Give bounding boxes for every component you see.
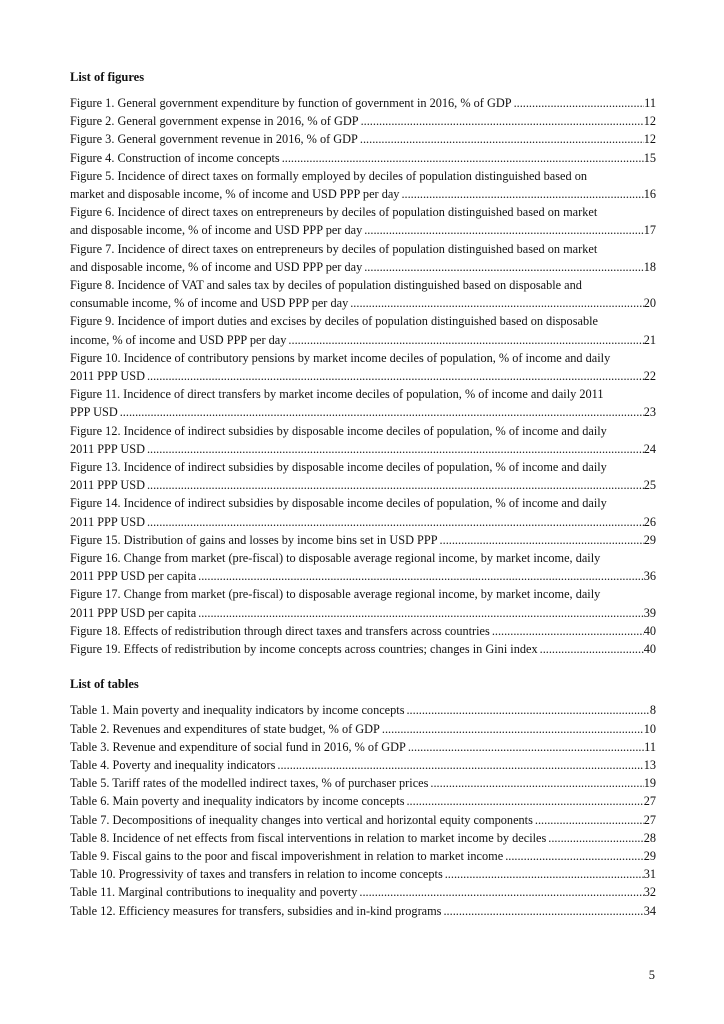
toc-entry-title: 2011 PPP USD per capita (70, 605, 197, 620)
toc-entry[interactable] (70, 349, 656, 385)
toc-entry-title: Table 9. Fiscal gains to the poor and fiscal impoverishment in relation to market income (70, 848, 504, 863)
toc-entry-line (70, 865, 656, 883)
toc-entry[interactable] (70, 494, 656, 530)
toc-entry-page: 12 (643, 114, 656, 129)
toc-entry-first-line: Figure 5. Incidence of direct taxes on formally employed by deciles of population distinguished based on (70, 168, 588, 183)
toc-entry-page: 26 (643, 514, 656, 529)
toc-entry-line (70, 811, 656, 829)
toc-entry-page: 15 (643, 150, 656, 165)
toc-entry[interactable] (70, 701, 656, 719)
toc-entry-title: Table 1. Main poverty and inequality indicators by income concepts (70, 703, 405, 718)
dot-leader (280, 149, 644, 167)
toc-entry-page: 31 (643, 867, 656, 882)
toc-entry-page: 25 (643, 478, 656, 493)
toc-entry-page: 12 (643, 132, 656, 147)
toc-entry-line (70, 185, 656, 203)
toc-entry-title: 2011 PPP USD (70, 441, 145, 456)
toc-entry-page: 18 (643, 259, 656, 274)
toc-entry-line (70, 367, 656, 385)
toc-entry-page: 23 (643, 405, 656, 420)
toc-entry[interactable] (70, 549, 656, 585)
toc-entry-page: 24 (643, 441, 656, 456)
toc-entry-page: 29 (643, 848, 656, 863)
dot-leader (404, 792, 643, 810)
toc-entry-page: 32 (643, 885, 656, 900)
toc-entry-title: Table 4. Poverty and inequality indicators (70, 757, 276, 772)
toc-entry-line (70, 792, 656, 810)
toc-entry-title: Table 2. Revenues and expenditures of state budget, % of GDP (70, 721, 380, 736)
toc-entry-page: 21 (643, 332, 656, 347)
toc-entry-title: consumable income, % of income and USD PPP per day (70, 296, 349, 311)
dot-leader (275, 756, 643, 774)
toc-entry[interactable] (70, 847, 656, 865)
toc-entry[interactable] (70, 792, 656, 810)
toc-entry-title: and disposable income, % of income and USD PPP per day (70, 259, 363, 274)
dot-leader (380, 720, 644, 738)
list-of-figures-heading: List of figures (70, 70, 145, 84)
toc-entry-title: Table 10. Progressivity of taxes and transfers in relation to income concepts (70, 867, 443, 882)
toc-entry-line (70, 738, 656, 756)
dot-leader (404, 701, 649, 719)
toc-entry[interactable] (70, 130, 656, 148)
toc-entry-first-line: Figure 16. Change from market (pre-fiscal) to disposable average regional income, by market income, daily (70, 551, 601, 566)
dot-leader (546, 829, 643, 847)
toc-entry-line (70, 130, 656, 148)
toc-entry-page: 27 (643, 794, 656, 809)
toc-entry-line (70, 622, 656, 640)
toc-entry-page: 19 (643, 776, 656, 791)
toc-entry-line (70, 403, 656, 421)
toc-entry-first-line: Figure 11. Incidence of direct transfers by market income deciles of population, % of income and daily 2011 (70, 387, 604, 402)
toc-entry[interactable] (70, 422, 656, 458)
toc-entry-title: market and disposable income, % of income and USD PPP per day (70, 187, 400, 202)
dot-leader (145, 513, 644, 531)
toc-entry-first-line: Figure 14. Incidence of indirect subsidies by disposable income deciles of population, % of income and daily (70, 496, 607, 511)
dot-leader (441, 902, 643, 920)
toc-entry-first-line: Figure 8. Incidence of VAT and sales tax by deciles of population distinguished based on disposable and (70, 278, 582, 293)
figures-list (70, 94, 656, 658)
toc-entry[interactable] (70, 811, 656, 829)
toc-entry-title: Table 12. Efficiency measures for transfers, subsidies and in-kind programs (70, 903, 442, 918)
toc-entry-page: 8 (649, 703, 656, 718)
toc-entry-title: Figure 15. Distribution of gains and losses by income bins set in USD PPP (70, 532, 438, 547)
toc-entry[interactable] (70, 312, 656, 348)
toc-entry-line (70, 567, 656, 585)
toc-entry[interactable] (70, 531, 656, 549)
toc-entry-title: and disposable income, % of income and USD PPP per day (70, 223, 363, 238)
toc-entry[interactable] (70, 458, 656, 494)
toc-entry-page: 27 (643, 812, 656, 827)
toc-entry-line (70, 756, 656, 774)
toc-entry-page: 39 (643, 605, 656, 620)
toc-entry-first-line: Figure 7. Incidence of direct taxes on entrepreneurs by deciles of population distinguished based on market (70, 241, 598, 256)
dot-leader (196, 567, 644, 585)
toc-entry-line (70, 604, 656, 622)
toc-entry-title: Figure 2. General government expense in 2016, % of GDP (70, 114, 359, 129)
toc-entry-page: 11 (644, 96, 656, 110)
toc-content (70, 68, 656, 920)
toc-entry-line (70, 331, 656, 349)
toc-entry[interactable] (70, 167, 656, 203)
toc-entry-line (70, 149, 656, 167)
dot-leader (443, 865, 644, 883)
dot-leader (348, 294, 643, 312)
toc-entry-line (70, 294, 656, 312)
toc-entry-page: 16 (643, 187, 656, 202)
toc-entry-page: 40 (643, 623, 656, 638)
toc-entry-line (70, 258, 656, 276)
toc-entry-line (70, 112, 656, 130)
toc-entry-line (70, 883, 656, 901)
toc-entry-title: 2011 PPP USD (70, 478, 145, 493)
toc-entry-line (70, 531, 656, 549)
toc-entry[interactable] (70, 640, 656, 658)
toc-entry-title: Table 3. Revenue and expenditure of social fund in 2016, % of GDP (70, 739, 406, 754)
dot-leader (512, 94, 645, 112)
dot-leader (286, 331, 643, 349)
toc-entry-title: 2011 PPP USD (70, 369, 145, 384)
toc-entry[interactable] (70, 883, 656, 901)
dot-leader (490, 622, 644, 640)
toc-entry-line (70, 847, 656, 865)
toc-entry-line (70, 902, 656, 920)
toc-entry-page: 28 (643, 830, 656, 845)
dot-leader (357, 883, 643, 901)
toc-entry-title: Table 11. Marginal contributions to inequality and poverty (70, 885, 358, 900)
toc-entry-title: Table 8. Incidence of net effects from fiscal interventions in relation to market income by deciles (70, 830, 547, 845)
toc-entry-page: 10 (643, 721, 656, 736)
page-number: 5 (648, 968, 655, 982)
toc-entry-line (70, 94, 656, 112)
dot-leader (503, 847, 644, 865)
toc-entry-title: Figure 18. Effects of redistribution through direct taxes and transfers across countries (70, 623, 490, 638)
toc-entry[interactable] (70, 902, 656, 920)
toc-entry[interactable] (70, 240, 656, 276)
toc-entry-line (70, 720, 656, 738)
toc-entry[interactable] (70, 622, 656, 640)
dot-leader (145, 476, 644, 494)
toc-entry-first-line: Figure 12. Incidence of indirect subsidies by disposable income deciles of population, % of income and daily (70, 423, 607, 438)
toc-entry[interactable] (70, 149, 656, 167)
toc-entry-page: 29 (643, 532, 656, 547)
tables-list (70, 701, 656, 919)
toc-entry[interactable] (70, 585, 656, 621)
toc-entry-page: 17 (643, 223, 656, 238)
dot-leader (145, 367, 644, 385)
toc-entry-title: Table 5. Tariff rates of the modelled indirect taxes, % of purchaser prices (70, 776, 429, 791)
toc-entry-title: Table 6. Main poverty and inequality indicators by income concepts (70, 794, 405, 809)
toc-entry-title: PPP USD (70, 405, 118, 420)
toc-entry-title: Table 7. Decompositions of inequality changes into vertical and horizontal equity components (70, 812, 533, 827)
toc-entry-page: 40 (643, 642, 656, 657)
toc-entry-first-line: Figure 17. Change from market (pre-fiscal) to disposable average regional income, by market income, daily (70, 587, 601, 602)
toc-entry-title: Figure 4. Construction of income concepts (70, 150, 280, 165)
toc-entry-first-line: Figure 6. Incidence of direct taxes on entrepreneurs by deciles of population distinguished based on market (70, 205, 598, 220)
toc-entry-line (70, 829, 656, 847)
toc-entry-line (70, 221, 656, 239)
toc-entry-first-line: Figure 9. Incidence of import duties and excises by deciles of population distinguished based on disposable (70, 314, 598, 329)
toc-entry-first-line: Figure 10. Incidence of contributory pensions by market income deciles of population, % of income and daily (70, 350, 611, 365)
toc-entry[interactable] (70, 385, 656, 421)
list-of-tables-heading: List of tables (70, 677, 139, 692)
toc-entry-title: Figure 1. General government expenditure by function of government in 2016, % of GDP (70, 96, 512, 110)
toc-entry[interactable] (70, 756, 656, 774)
toc-entry[interactable] (70, 738, 656, 756)
dot-leader (438, 531, 644, 549)
toc-entry[interactable] (70, 865, 656, 883)
dot-leader (118, 403, 644, 421)
dot-leader (406, 738, 644, 756)
toc-entry-title: 2011 PPP USD per capita (70, 569, 197, 584)
toc-entry-line (70, 476, 656, 494)
toc-entry[interactable] (70, 112, 656, 130)
toc-entry-page: 13 (643, 757, 656, 772)
toc-entry[interactable] (70, 203, 656, 239)
dot-leader (196, 604, 644, 622)
dot-leader (362, 258, 643, 276)
toc-entry[interactable] (70, 829, 656, 847)
toc-entry-line (70, 513, 656, 531)
toc-entry-page: 36 (643, 569, 656, 584)
dot-leader (359, 112, 644, 130)
dot-leader (428, 774, 643, 792)
toc-entry-line (70, 774, 656, 792)
toc-entry-page: 22 (643, 369, 656, 384)
toc-entry-title: income, % of income and USD PPP per day (70, 332, 287, 347)
toc-entry[interactable] (70, 774, 656, 792)
toc-entry-title: 2011 PPP USD (70, 514, 145, 529)
dot-leader (362, 221, 643, 239)
dot-leader (533, 811, 644, 829)
toc-entry-page: 20 (643, 296, 656, 311)
toc-entry-title: Figure 19. Effects of redistribution by income concepts across countries; changes in Gini index (70, 642, 538, 657)
toc-entry-title: Figure 3. General government revenue in 2016, % of GDP (70, 132, 358, 147)
toc-entry-line (70, 701, 656, 719)
toc-entry-first-line: Figure 13. Incidence of indirect subsidies by disposable income deciles of population, % of income and daily (70, 460, 607, 475)
dot-leader (358, 130, 644, 148)
toc-entry[interactable] (70, 276, 656, 312)
toc-entry[interactable] (70, 94, 656, 112)
toc-entry-line (70, 640, 656, 658)
toc-entry-line (70, 440, 656, 458)
toc-entry-page: 11 (644, 739, 656, 754)
dot-leader (538, 640, 644, 658)
dot-leader (145, 440, 644, 458)
dot-leader (399, 185, 643, 203)
toc-entry-page: 34 (643, 903, 656, 918)
toc-entry[interactable] (70, 720, 656, 738)
